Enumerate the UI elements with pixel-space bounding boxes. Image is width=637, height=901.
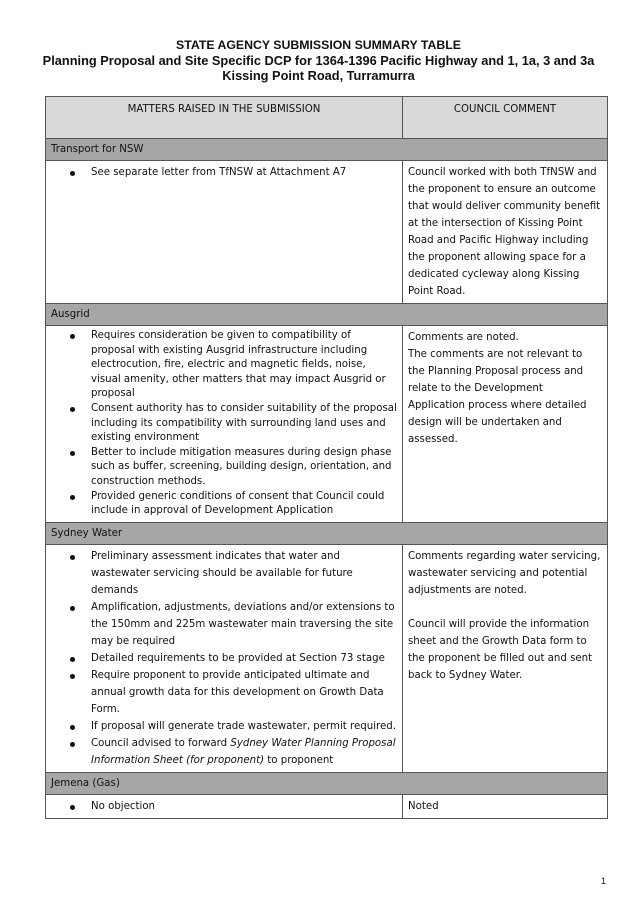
list-item: Require proponent to provide anticipated ultimate and annual growth data for this development on Growth Data Form. [91,667,397,718]
attachment-reference: Attachment A7 [269,167,347,178]
spacer [408,599,602,616]
matters-cell-jemena [46,794,403,818]
matters-cell-ausgrid [46,326,403,523]
table-row-ausgrid [46,326,608,523]
submission-summary-table [45,96,608,819]
list-item: Preliminary assessment indicates that water and wastewater servicing should be available for future demands [91,548,397,599]
list-item: If proposal will generate trade wastewater, permit required. [91,718,397,735]
list-item: Amplification, adjustments, deviations and/or extensions to the 150mm and 225m wastewater main traversing the site may be required [91,599,397,650]
header-matters-raised: MATTERS RAISED IN THE SUBMISSION [46,97,403,139]
table-row-transport [46,161,608,304]
section-title-ausgrid: Ausgrid [46,304,608,326]
document-title [0,38,637,83]
table-header-row [46,97,608,139]
comment-cell-transport [403,161,608,304]
comment-text: The comments are not relevant to the Planning Proposal process and relate to the Development Application process where detailed design will be undertaken and assessed. [408,349,587,445]
table-row-jemena [46,794,608,818]
comment-text: Comments are noted. [408,332,519,343]
matters-cell-sydney-water [46,544,403,772]
list-item: Council advised to forward Sydney Water Planning Proposal Information Sheet (for proponent) to proponent [91,735,397,769]
list-item: Detailed requirements to be provided at Section 73 stage [91,650,397,667]
list-item: Consent authority has to consider suitability of the proposal including its compatibility with surrounding land uses and existing environment [91,402,397,446]
information-sheet-title: Sydney Water Planning Proposal Information Sheet (for proponent) [91,737,396,766]
list-item: Better to include mitigation measures during design phase such as buffer, screening, building design, orientation, and construction methods. [91,446,397,490]
title-main: STATE AGENCY SUBMISSION SUMMARY TABLE [176,38,461,52]
matters-cell-transport [46,161,403,304]
title-subtitle-line1: Planning Proposal and Site Specific DCP for 1364-1396 Pacific Highway and 1, 1a, 3 and 3a [42,53,595,68]
list-item: Requires consideration be given to compatibility of proposal with existing Ausgrid infrastructure including electrocution, fire, electric and magnetic fields, noise, visual amenity, other matters that may impact Ausgrid or proposal [91,329,397,402]
section-row-jemena [46,772,608,794]
comment-text: Noted [408,800,439,812]
section-title-transport: Transport for NSW [46,139,608,161]
comment-text: Council will provide the information sheet and the Growth Data form to the proponent be filled out and sent back to Sydney Water. [408,618,593,681]
section-title-sydney-water: Sydney Water [46,522,608,544]
section-title-jemena: Jemena (Gas) [46,772,608,794]
section-row-transport [46,139,608,161]
table-row-sydney-water [46,544,608,772]
comment-cell-jemena [403,794,608,818]
list-item: Provided generic conditions of consent that Council could include in approval of Development Application [91,490,397,519]
title-subtitle-line2: Kissing Point Road, Turramurra [222,68,415,83]
comment-cell-sydney-water [403,544,608,772]
list-item: No objection [91,798,397,815]
comment-text: Comments regarding water servicing, wastewater servicing and potential adjustments are noted. [408,550,601,596]
page-number: 1 [601,876,607,886]
section-row-ausgrid [46,304,608,326]
list-item: See separate letter from TfNSW at Attachment A7 [91,164,397,181]
header-council-comment: COUNCIL COMMENT [403,97,608,139]
section-row-sydney-water [46,522,608,544]
comment-text: Council worked with both TfNSW and the proponent to ensure an outcome that would deliver community benefit at the intersection of Kissing Point Road and Pacific Highway including the proponent allowing space for a dedicated cycleway along Kissing Point Road. [408,167,601,297]
comment-cell-ausgrid [403,326,608,523]
